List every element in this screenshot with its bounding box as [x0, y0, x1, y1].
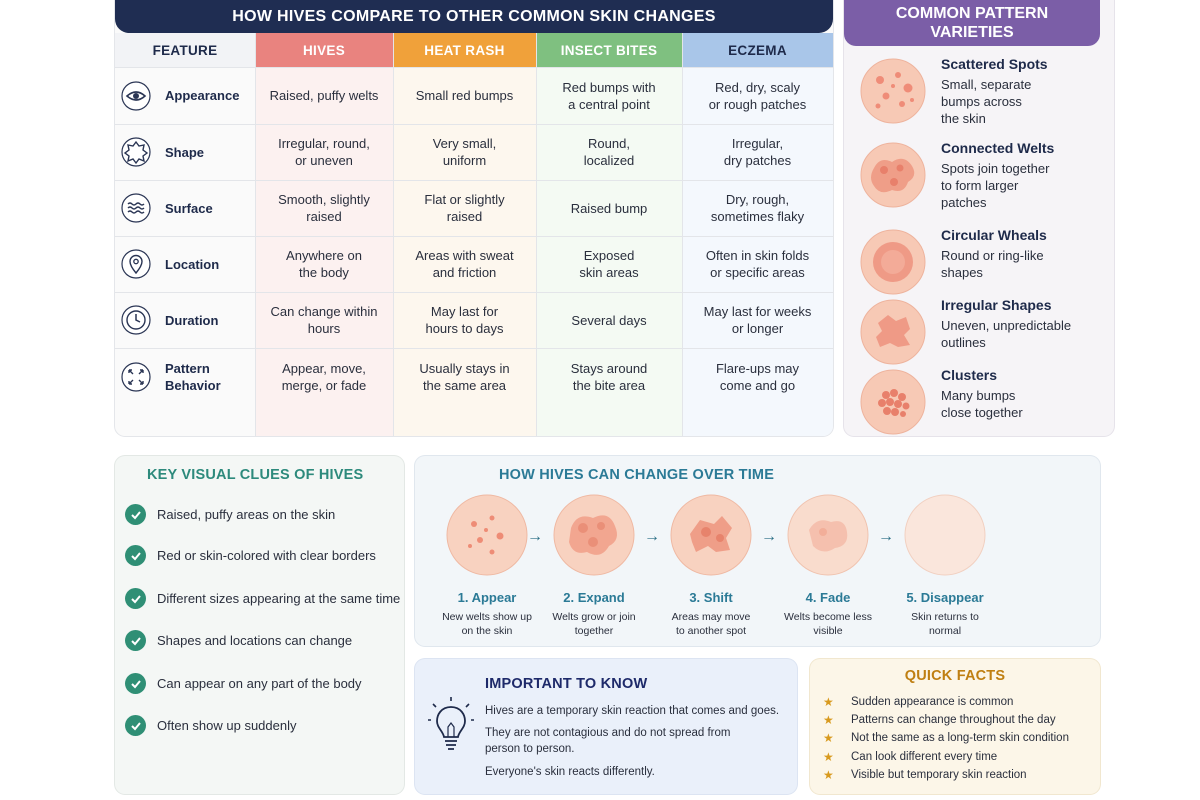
check-icon — [125, 630, 146, 651]
timeline-stage — [778, 494, 878, 638]
shift-illustration — [670, 494, 752, 576]
table-cell: Exposed skin areas — [579, 248, 639, 280]
feature-label: Duration — [165, 312, 219, 328]
fact-text: Not the same as a long-term skin condition — [851, 732, 1069, 744]
clusters-illustration — [860, 369, 926, 435]
table-cell: May last for hours to days — [425, 304, 504, 336]
stage-desc: Areas may move to another spot — [671, 611, 751, 637]
feature-label: Appearance — [165, 88, 240, 103]
list-item — [125, 545, 376, 566]
table-cell: Can change within hours — [270, 304, 378, 336]
pattern-title: Circular Wheals — [941, 227, 1047, 243]
important-line: Everyone's skin reacts differently. — [485, 766, 655, 778]
feature-label: Pattern Behavior — [165, 361, 221, 393]
table-cell: Appear, move, merge, or fade — [281, 361, 367, 393]
fact-text: Visible but temporary skin reaction — [851, 769, 1027, 781]
timeline-stage — [661, 494, 761, 638]
fade-illustration — [787, 494, 869, 576]
table-cell: Areas with sweat and friction — [415, 248, 514, 280]
pattern-desc: Many bumps close together — [941, 388, 1023, 420]
table-cell: Very small, uniform — [432, 136, 497, 168]
table-cell: Stays around the bite area — [570, 361, 648, 393]
change-over-time-panel — [415, 456, 1100, 646]
table-cell: Red bumps with a central point — [562, 79, 656, 112]
check-icon — [125, 588, 146, 609]
feature-label: Surface — [165, 200, 213, 216]
disappear-illustration — [904, 494, 986, 576]
eye-icon — [119, 79, 153, 113]
arrow-right-icon: → — [878, 528, 894, 545]
stage-desc: New welts show up on the skin — [442, 611, 532, 637]
stage-title: 5. Disappear — [906, 590, 984, 605]
waves-icon — [119, 191, 153, 225]
check-icon — [125, 504, 146, 525]
pattern-item — [844, 367, 1104, 436]
list-item — [125, 715, 296, 736]
table-row-feature — [115, 67, 255, 124]
table-cell: May last for weeks or longer — [703, 304, 812, 336]
pattern-desc: Round or ring-like shapes — [941, 248, 1044, 280]
list-item — [823, 731, 1069, 745]
arrow-right-icon: → — [761, 528, 777, 545]
clue-text: Shapes and locations can change — [157, 633, 353, 648]
star-icon: ★ — [823, 731, 834, 745]
location-pin-icon — [119, 247, 153, 281]
header-eczema: ECZEMA — [682, 33, 833, 67]
clock-icon — [119, 303, 153, 337]
table-row-feature — [115, 180, 255, 236]
pattern-title: Scattered Spots — [941, 56, 1048, 72]
fact-text: Can look different every time — [851, 751, 998, 763]
table-row-feature — [115, 124, 255, 180]
list-item — [125, 504, 335, 525]
table-cell: Raised bump — [570, 200, 648, 216]
star-icon: ★ — [823, 750, 834, 764]
arrow-right-icon: → — [644, 528, 660, 545]
header-insect-bites: INSECT BITES — [536, 33, 682, 67]
important-line: Hives are a temporary skin reaction that comes and goes. — [485, 705, 780, 717]
pattern-varieties-title: COMMON PATTERN VARIETIES — [844, 0, 1100, 46]
table-cell: Smooth, slightly raised — [278, 192, 370, 224]
list-item — [823, 695, 1013, 709]
list-item — [125, 588, 400, 609]
important-line: They are not contagious and do not spread from person to person. — [485, 727, 731, 755]
check-icon — [125, 673, 146, 694]
table-row-feature — [115, 348, 255, 406]
circular-wheals-illustration — [860, 229, 926, 295]
header-heat-rash: HEAT RASH — [393, 33, 536, 67]
list-item — [823, 750, 997, 764]
change-over-time-title: HOW HIVES CAN CHANGE OVER TIME — [499, 467, 775, 483]
connected-welts-illustration — [860, 142, 926, 208]
star-icon: ★ — [823, 695, 834, 709]
stage-desc: Welts grow or join together — [552, 611, 636, 637]
pattern-title: Irregular Shapes — [941, 297, 1052, 313]
fact-text: Sudden appearance is common — [851, 696, 1014, 708]
pattern-desc: Small, separate bumps across the skin — [941, 77, 1032, 126]
check-icon — [125, 545, 146, 566]
pattern-title: Clusters — [941, 367, 998, 383]
table-row-feature — [115, 236, 255, 292]
stage-title: 4. Fade — [805, 590, 851, 605]
comparison-title: HOW HIVES COMPARE TO OTHER COMMON SKIN CHANGES — [115, 0, 833, 33]
pattern-item — [844, 140, 1104, 212]
list-item — [823, 768, 1027, 782]
important-to-know-panel — [415, 659, 797, 794]
comparison-table — [115, 0, 833, 436]
list-item — [125, 673, 362, 694]
timeline-stage — [544, 494, 644, 638]
scattered-spots-illustration — [860, 58, 926, 124]
feature-label: Shape — [165, 144, 205, 160]
stage-desc: Skin returns to normal — [911, 611, 979, 637]
pattern-item — [844, 297, 1104, 369]
timeline-stage — [895, 494, 995, 638]
table-cell: Often in skin folds or specific areas — [705, 248, 810, 280]
clue-text: Red or skin-colored with clear borders — [157, 548, 376, 563]
pattern-desc: Spots join together to form larger patches — [941, 161, 1050, 210]
feature-label: Location — [165, 256, 220, 272]
appear-illustration — [446, 494, 528, 576]
quick-facts-title: QUICK FACTS — [904, 668, 1006, 684]
arrow-right-icon: → — [527, 528, 543, 545]
stage-title: 1. Appear — [457, 590, 517, 605]
pattern-item — [844, 56, 1104, 128]
table-cell: Small red bumps — [415, 88, 514, 103]
star-icon: ★ — [823, 768, 834, 782]
key-visual-clues-title: KEY VISUAL CLUES OF HIVES — [147, 467, 364, 483]
important-to-know-title: IMPORTANT TO KNOW — [485, 676, 648, 692]
irregular-shape-icon — [119, 135, 153, 169]
key-visual-clues-panel — [115, 456, 404, 794]
table-cell: Anywhere on the body — [286, 248, 362, 280]
irregular-shapes-illustration — [860, 299, 926, 365]
list-item — [823, 713, 1056, 727]
stage-title: 2. Expand — [563, 590, 625, 605]
table-row-feature — [115, 292, 255, 348]
clue-text: Raised, puffy areas on the skin — [157, 507, 336, 522]
clue-text: Different sizes appearing at the same time — [157, 591, 401, 606]
lightbulb-icon — [428, 697, 474, 757]
timeline-stage — [437, 494, 537, 638]
star-icon: ★ — [823, 713, 834, 727]
fact-text: Patterns can change throughout the day — [851, 714, 1056, 726]
pattern-title: Connected Welts — [941, 140, 1055, 156]
check-icon — [125, 715, 146, 736]
header-feature: FEATURE — [115, 33, 255, 67]
table-cell: Usually stays in the same area — [419, 361, 510, 393]
table-cell: Several days — [571, 312, 647, 328]
table-cell: Flat or slightly raised — [424, 192, 505, 224]
pattern-item — [844, 227, 1104, 299]
table-cell: Irregular, round, or uneven — [278, 136, 370, 168]
pattern-varieties-panel — [844, 0, 1114, 436]
table-cell: Round, localized — [583, 136, 635, 168]
table-cell: Raised, puffy welts — [269, 88, 379, 103]
table-cell: Dry, rough, sometimes flaky — [710, 192, 805, 224]
expand-arrows-icon — [119, 360, 153, 394]
table-cell: Irregular, dry patches — [723, 136, 792, 168]
table-cell: Red, dry, scaly or rough patches — [708, 79, 807, 112]
stage-title: 3. Shift — [689, 590, 733, 605]
header-hives: HIVES — [255, 33, 393, 67]
stage-desc: Welts become less visible — [784, 611, 872, 637]
expand-illustration — [553, 494, 635, 576]
clue-text: Often show up suddenly — [157, 718, 297, 733]
clue-text: Can appear on any part of the body — [157, 676, 362, 691]
quick-facts-panel — [810, 659, 1100, 794]
table-cell: Flare-ups may come and go — [715, 361, 800, 393]
list-item — [125, 630, 352, 651]
pattern-desc: Uneven, unpredictable outlines — [941, 318, 1072, 350]
